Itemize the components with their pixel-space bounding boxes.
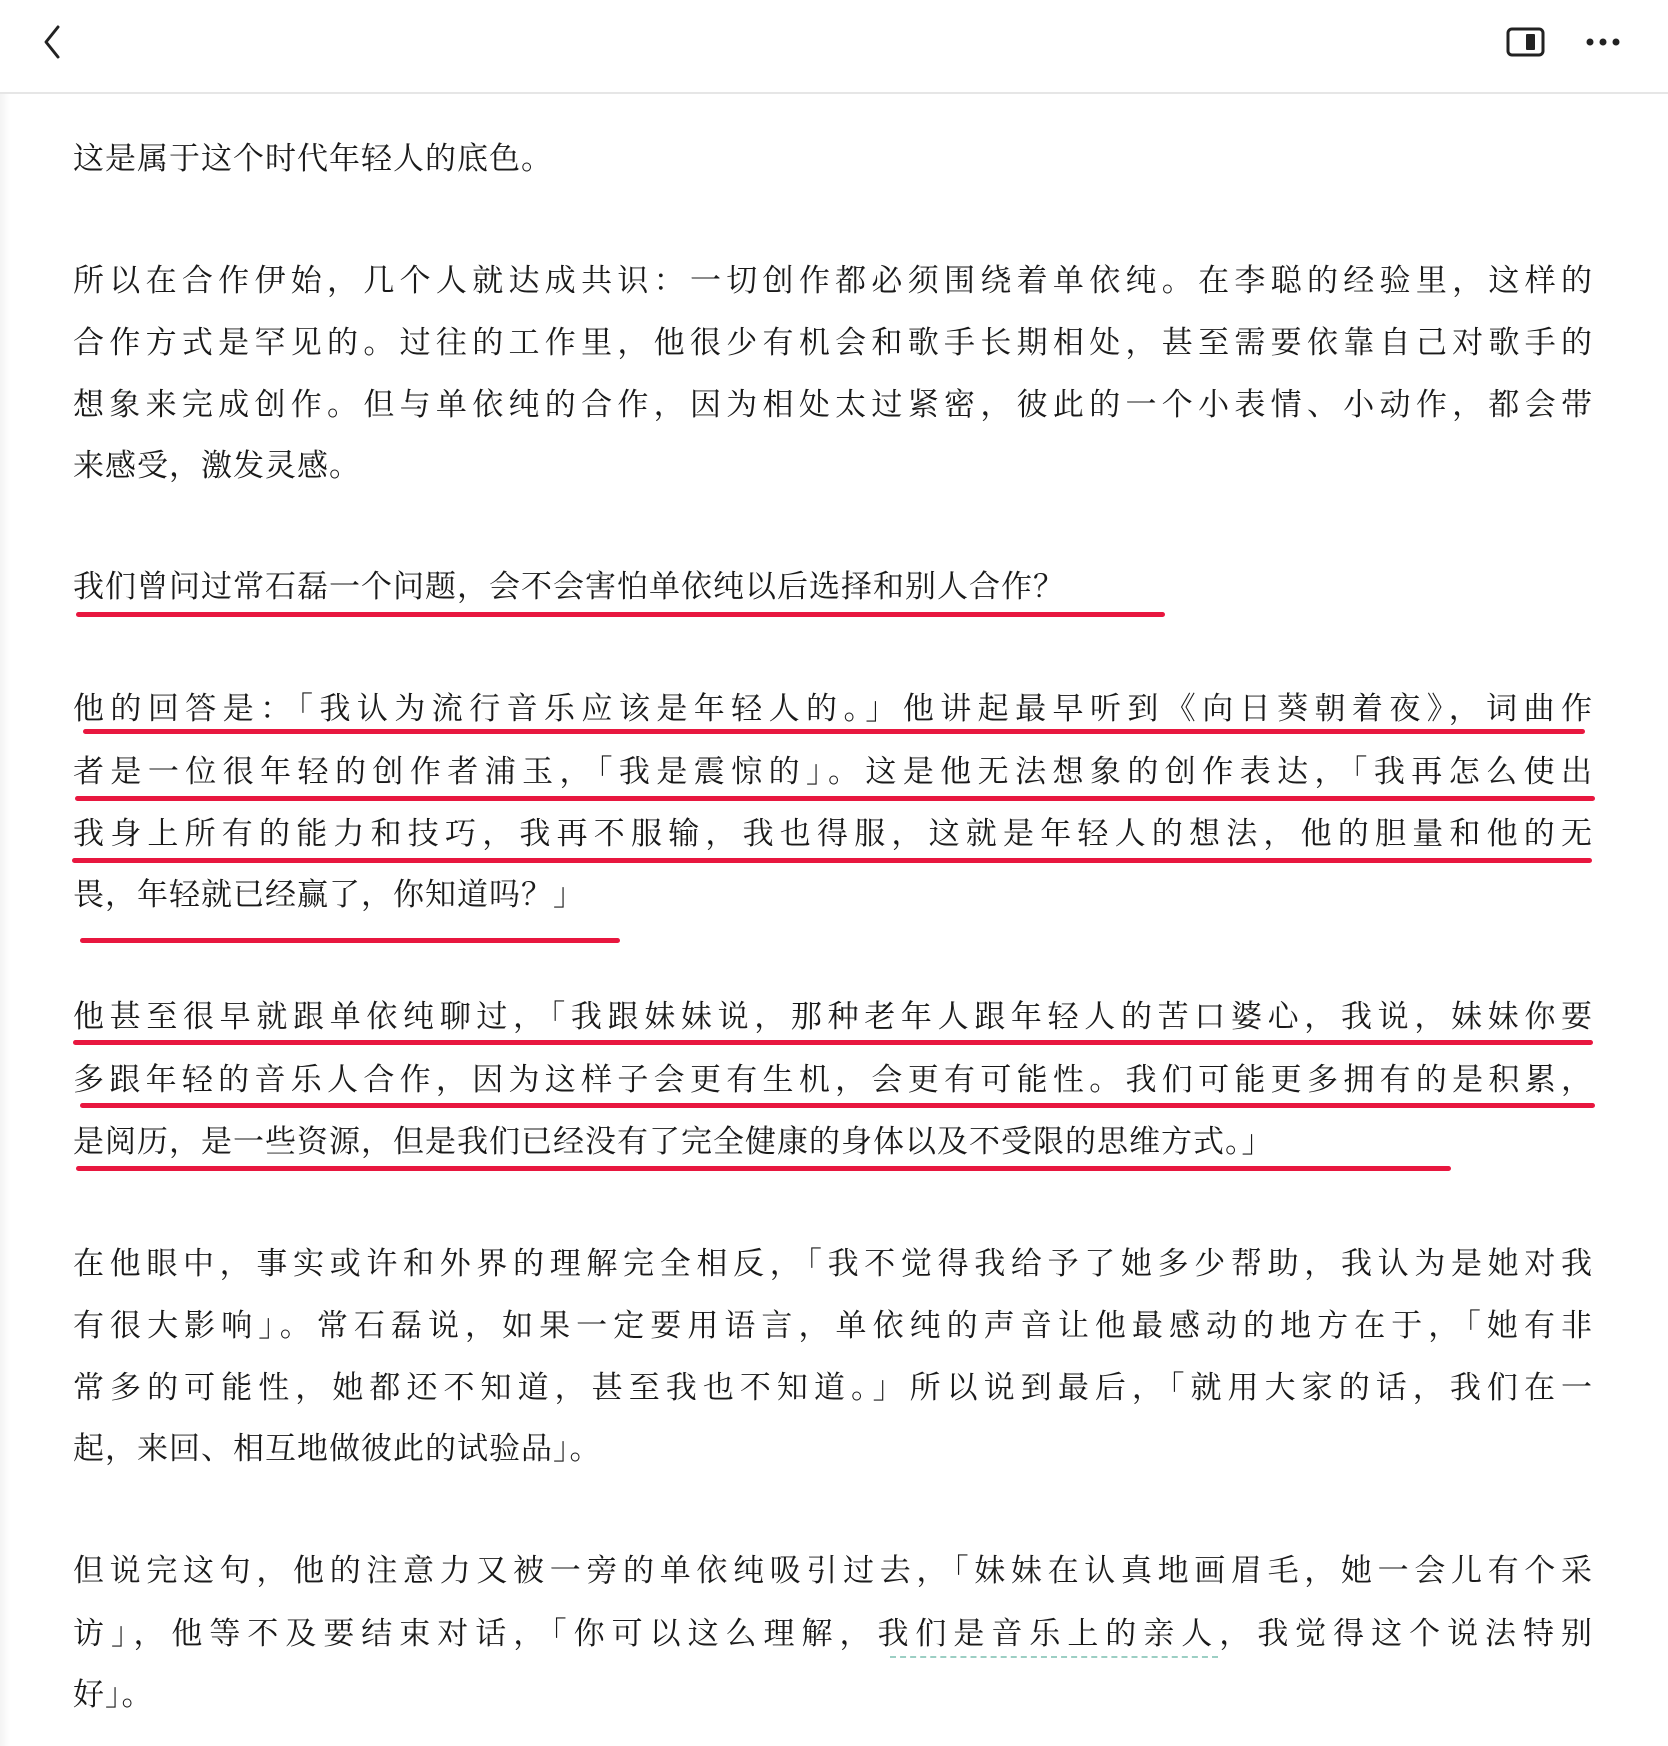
highlight-underline: [80, 1103, 1595, 1108]
panel-toggle-icon: [1506, 26, 1546, 58]
highlight-underline: [73, 1040, 1593, 1045]
back-button[interactable]: [36, 22, 72, 62]
more-dots-icon: [1582, 26, 1626, 58]
highlight-underline: [76, 612, 1165, 617]
highlight-underline: [75, 796, 1595, 801]
text-line: 我身上所有的能力和技巧，我再不服输，我也得服，这就是年轻人的想法，他的胆量和他的无: [73, 816, 1593, 852]
text-line: 这是属于这个时代年轻人的底色。: [73, 141, 553, 177]
text-line: 多跟年轻的音乐人合作，因为这样子会更有生机，会更有可能性。我们可能更多拥有的是积累，: [73, 1062, 1593, 1098]
highlight-underline: [83, 729, 1585, 734]
link-underline[interactable]: [890, 1656, 1218, 1658]
text-line: 者是一位很年轻的创作者浦玉，「我是震惊的」。这是他无法想象的创作表达，「我再怎么使出: [73, 754, 1593, 790]
top-bar: [0, 0, 1668, 94]
text-line: 所以在合作伊始，几个人就达成共识：一切创作都必须围绕着单依纯。在李聪的经验里，这样的: [73, 263, 1593, 299]
chevron-left-icon: [36, 22, 72, 62]
highlight-underline: [80, 938, 620, 943]
highlight-underline: [76, 1166, 1451, 1171]
text-line: 起，来回、相互地做彼此的试验品」。: [73, 1431, 602, 1467]
text-line: 我们曾问过常石磊一个问题，会不会害怕单依纯以后选择和别人合作？: [73, 569, 1065, 605]
text-line: 想象来完成创作。但与单依纯的合作，因为相处太过紧密，彼此的一个小表情、小动作，都会带: [73, 387, 1593, 423]
text-line: 访」，他等不及要结束对话，「你可以这么理解，我们是音乐上的亲人，我觉得这个说法特别: [73, 1616, 1593, 1652]
highlight-underline: [72, 858, 1592, 863]
text-line: 畏，年轻就已经赢了，你知道吗？」: [73, 877, 585, 913]
text-line: 是阅历，是一些资源，但是我们已经没有了完全健康的身体以及不受限的思维方式。」: [73, 1124, 1274, 1160]
text-line: 他的回答是：「我认为流行音乐应该是年轻人的。」他讲起最早听到《向日葵朝着夜》，词曲作: [73, 691, 1593, 727]
text-line: 他甚至很早就跟单依纯聊过，「我跟妹妹说，那种老年人跟年轻人的苦口婆心，我说，妹妹你要: [73, 999, 1593, 1035]
text-line: 但说完这句，他的注意力又被一旁的单依纯吸引过去，「妹妹在认真地画眉毛，她一会儿有个采: [73, 1553, 1593, 1589]
text-line: 合作方式是罕见的。过往的工作里，他很少有机会和歌手长期相处，甚至需要依靠自己对歌手的: [73, 325, 1593, 361]
text-line: 来感受，激发灵感。: [73, 448, 361, 484]
text-line: 有很大影响」。常石磊说，如果一定要用语言，单依纯的声音让他最感动的地方在于，「她有非: [73, 1308, 1593, 1344]
more-button[interactable]: [1582, 26, 1626, 58]
text-line: 在他眼中，事实或许和外界的理解完全相反，「我不觉得我给予了她多少帮助，我认为是她对我: [73, 1246, 1593, 1282]
panel-toggle-button[interactable]: [1506, 26, 1546, 58]
page-edge-shadow: [0, 94, 10, 1746]
text-line: 好」。: [73, 1677, 154, 1713]
text-line: 常多的可能性，她都还不知道，甚至我也不知道。」所以说到最后，「就用大家的话，我们在一: [73, 1370, 1593, 1406]
